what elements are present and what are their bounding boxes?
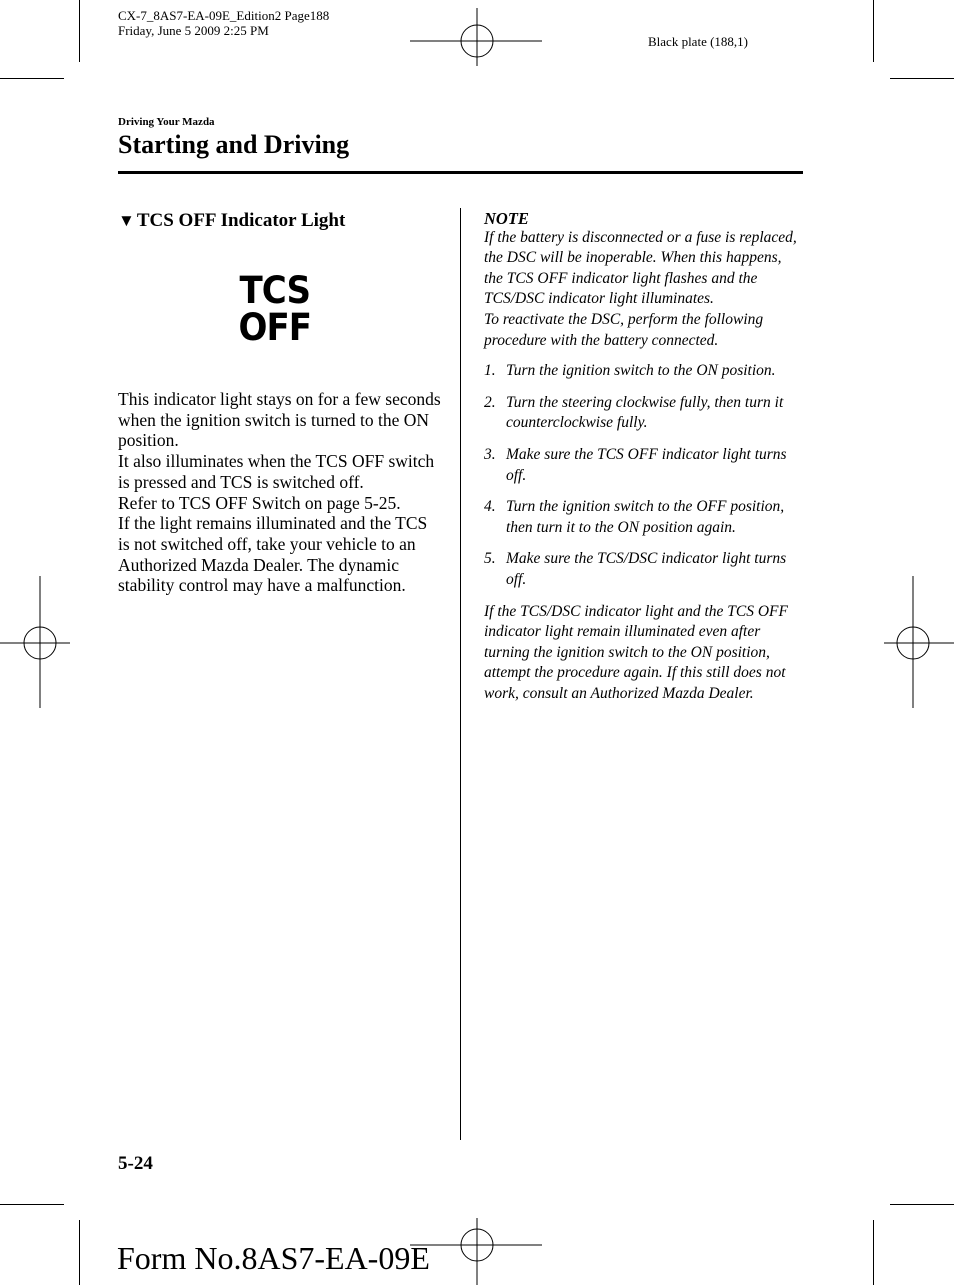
plate-label: Black plate (188,1): [648, 34, 748, 49]
note-intro: To reactivate the DSC, perform the following procedure with the battery connected.: [484, 310, 764, 349]
body-text: [118, 389, 443, 596]
list-item: [484, 393, 804, 434]
step-number: 5.: [484, 550, 496, 568]
step-number: 4.: [484, 498, 496, 516]
print-info: [118, 8, 329, 38]
registration-mark-left: [0, 576, 70, 708]
step-number: 1.: [484, 362, 496, 380]
paragraph: It also illuminates when the TCS OFF switch is pressed and TCS is switched off.: [118, 451, 435, 492]
registration-mark-right: [884, 576, 954, 708]
note-intro: If the battery is disconnected or a fuse is replaced, the DSC will be inoperable. When this happens, the TCS OFF indicator light flashes and the TCS/DSC indicator light illuminates.: [484, 228, 797, 308]
subheading: [118, 210, 345, 232]
step-number: 2.: [484, 393, 496, 411]
list-item: [484, 549, 804, 590]
section-label: Driving Your Mazda: [118, 116, 215, 128]
step-text: Make sure the TCS/DSC indicator light turns off.: [506, 550, 787, 588]
registration-mark-top: [410, 8, 542, 66]
print-info-line1: CX-7_8AS7-EA-09E_Edition2 Page188: [118, 8, 330, 23]
note-block: [484, 209, 804, 704]
paragraph: This indicator light stays on for a few seconds when the ignition switch is turned to the ON position.: [118, 389, 441, 451]
note-closing: If the TCS/DSC indicator light and the TCS OFF indicator light remain illuminated even after turning the ignition switch to the ON position, attempt the procedure again. If this still does not work, consult an Authorized Mazda Dealer.: [484, 602, 788, 702]
step-text: Make sure the TCS OFF indicator light turns off.: [506, 445, 787, 484]
indicator-line1: TCS: [239, 269, 311, 312]
note-heading: NOTE: [484, 209, 529, 228]
title-rule: [118, 171, 803, 174]
page-title: Starting and Driving: [118, 130, 350, 159]
step-number: 3.: [484, 445, 496, 463]
indicator-line2: OFF: [238, 306, 312, 349]
subheading-text: TCS OFF Indicator Light: [136, 210, 346, 231]
paragraph: Refer to TCS OFF Switch on page 5-25.: [118, 492, 401, 513]
procedure-list: [484, 361, 804, 590]
tcs-off-indicator-icon: [238, 269, 312, 349]
list-item: [484, 497, 804, 538]
paragraph: If the light remains illuminated and the TCS is not switched off, take your vehicle to an Authorized Mazda Dealer. The dynamic stability control may have a malfunction.: [118, 513, 428, 596]
step-text: Turn the ignition switch to the ON position.: [506, 362, 776, 380]
step-text: Turn the ignition switch to the OFF position, then turn it to the ON position again.: [506, 498, 785, 536]
step-text: Turn the steering clockwise fully, then turn it counterclockwise fully.: [506, 393, 784, 432]
list-item: [484, 361, 804, 382]
page-number: 5-24: [118, 1153, 153, 1174]
print-info-line2: Friday, June 5 2009 2:25 PM: [118, 23, 269, 38]
column-divider: [460, 208, 461, 1140]
form-number: Form No.8AS7-EA-09E: [117, 1240, 430, 1276]
triangle-marker-icon: ▼: [118, 211, 135, 230]
list-item: [484, 445, 804, 486]
